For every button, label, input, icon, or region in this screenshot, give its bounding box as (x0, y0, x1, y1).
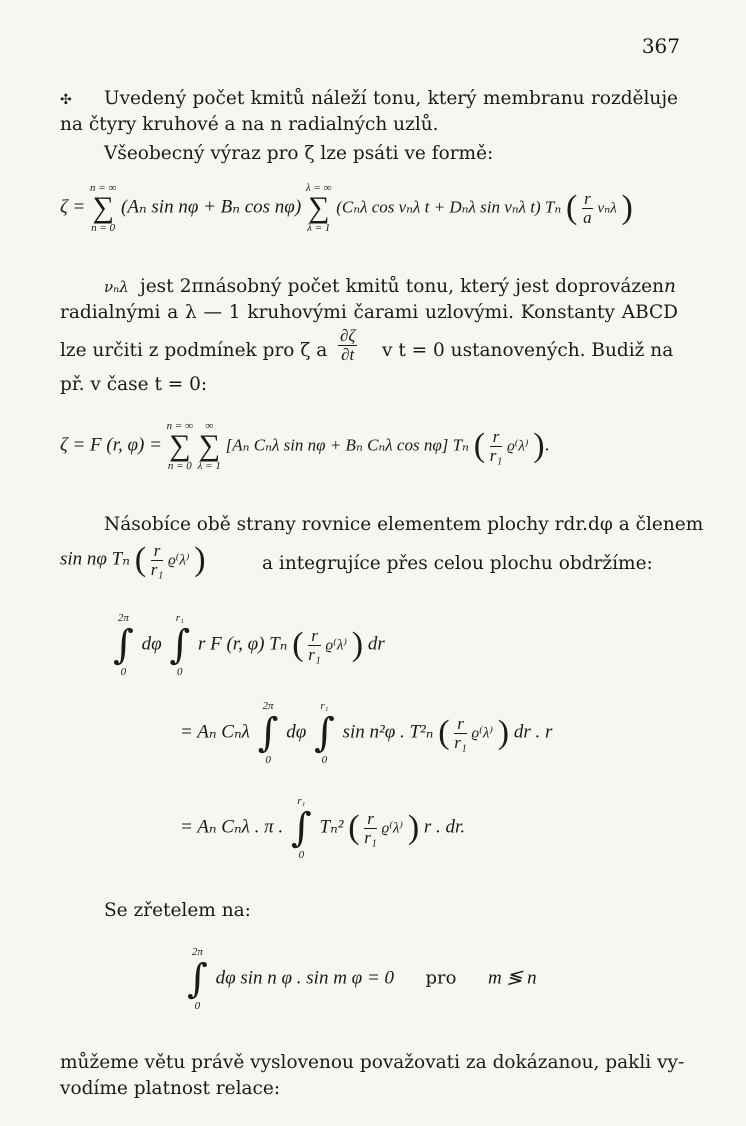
paragraph-mark: ✣ (60, 92, 72, 108)
eq2-end: . (544, 434, 550, 456)
eq4-end: dr . r (513, 721, 553, 743)
eq4-tail: ϱ⁽λ⁾ (471, 725, 494, 742)
eq2-lhs: ζ = F (r, φ) = (60, 434, 162, 456)
eq5-body: Tₙ² (319, 816, 344, 838)
page-number: 367 (641, 34, 680, 58)
eq1-sum-n-bottom: n = 0 (91, 222, 116, 234)
eq2-sum-n: n = ∞ ∑ n = 0 (166, 420, 193, 472)
eq6-integral-phi: 2π ∫ 0 (187, 946, 208, 1012)
eq4-int1-top: 2π (262, 700, 274, 712)
equation-6 (184, 946, 537, 1012)
paragraph-7-line-1: můžeme větu právě vyslovenou považovati za dokázanou, pakli vy- (60, 1052, 685, 1073)
eq1-term-1: (Aₙ sin nφ + Bₙ cos nφ) (121, 196, 302, 218)
eq4-fraction-den: r₁ (454, 732, 467, 752)
eq3-int1-bottom: 0 (120, 666, 127, 678)
eq1-term-2: (Cₙλ cos νₙλ t + Dₙλ sin νₙλ t) Tₙ (336, 197, 562, 217)
eq2-fraction-num: r (490, 428, 503, 447)
eq6-condition: m ≶ n (487, 967, 537, 989)
dzeta-dt-fraction (338, 327, 357, 364)
eq4-integral-phi: 2π ∫ 0 (257, 700, 279, 766)
eq1-sum-lambda: λ = ∞ ∑ λ = 1 (305, 182, 332, 234)
eq4-integral-r: r₁ ∫ 0 (314, 700, 335, 766)
eq1-sum-lambda-bottom: λ = 1 (307, 222, 331, 234)
eq3-int1-top: 2π (117, 612, 129, 624)
nu-symbol: νₙλ (104, 278, 129, 296)
eq6-int-bottom: 0 (194, 1000, 201, 1012)
eq3-fraction-num: r (308, 627, 321, 646)
eq4-fraction-num: r (454, 715, 467, 734)
dzeta-num: ∂ζ (340, 326, 356, 345)
eq1-lhs: ζ = (60, 196, 86, 218)
eq6-int-top: 2π (191, 946, 203, 958)
eq5-fraction-den: r₁ (364, 827, 377, 847)
eq2-term: [Aₙ Cₙλ sin nφ + Bₙ Cₙλ cos nφ] Tₙ (225, 435, 469, 455)
eq4-int2-bottom: 0 (321, 754, 328, 766)
paragraph-3-line-1: jest 2πnásobný počet kmitů tonu, který jest doprovázen (140, 276, 664, 297)
paragraph-4-line-1: Násobíce obě strany rovnice elementem plochy rdr.dφ a členem (104, 514, 704, 535)
inline-factor-tail: ϱ⁽λ⁾ (168, 552, 190, 569)
eq2-sum-n-top: n = ∞ (166, 420, 193, 432)
dzeta-den: ∂t (341, 345, 355, 364)
eq6-pro: pro (425, 967, 457, 989)
equation-4: = Aₙ Cₙλ 2π ∫ 0 dφ r₁ ∫ 0 sin n²φ . T²ₙ ( $\frac{r}{\text{r₁}}$ ϱ⁽λ⁾ ) dr . r (180, 700, 553, 766)
eq2-sum-lambda-bottom: λ = 1 (197, 460, 221, 472)
eq4-int2-top: r₁ (320, 700, 329, 712)
eq1-sum-n: n = ∞ ∑ n = 0 (90, 182, 117, 234)
eq1-fraction (582, 190, 593, 227)
paragraph-3-line-3a: lze určiti z podmínek pro ζ a (60, 340, 328, 361)
eq1-sum-n-top: n = ∞ (90, 182, 117, 194)
equation-5: = Aₙ Cₙλ . π . r₁ ∫ 0 Tₙ² ( $\frac{r}{\text{r₁}}$ ϱ⁽λ⁾ ) r . dr. (180, 795, 466, 861)
eq3-body: r F (r, φ) Tₙ (197, 633, 288, 655)
eq3-tail: ϱ⁽λ⁾ (325, 637, 348, 654)
eq2-sum-n-bottom: n = 0 (167, 460, 192, 472)
equation-3: 2π ∫ 0 dφ r₁ ∫ 0 r F (r, φ) Tₙ ( $\frac{r}{\text{r₁}}$ ϱ⁽λ⁾ ) dr (113, 612, 385, 678)
paragraph-3-line-2: radialnými a λ — 1 kruhovými čarami uzlovými. Konstanty ABCD (60, 302, 678, 323)
eq5-int-top: r₁ (297, 795, 306, 807)
eq1-sum-lambda-top: λ = ∞ (305, 182, 332, 194)
eq4-int1-bottom: 0 (265, 754, 271, 766)
eq3-int2-top: r₁ (175, 612, 184, 624)
inline-factor-num: r (151, 542, 164, 561)
inline-factor-pre: sin nφ Tₙ (60, 548, 130, 570)
paragraph-5: Se zřetelem na: (104, 900, 251, 921)
eq2-tail: ϱ⁽λ⁾ (507, 438, 529, 455)
paragraph-1-line-1: Uvedený počet kmitů náleží tonu, který membranu rozděluje (104, 88, 678, 109)
eq5-fraction-num: r (364, 810, 377, 829)
eq4-lhs: = Aₙ Cₙλ (180, 721, 250, 743)
paragraph-7-line-2: vodíme platnost relace: (60, 1078, 281, 1099)
paragraph-1-line-2: na čtyry kruhové a na n radialných uzlů. (60, 114, 439, 135)
eq3-end: dr (367, 633, 385, 655)
eq3-fraction-den: r₁ (308, 644, 321, 664)
eq2-fraction-den: r₁ (489, 445, 503, 465)
inline-factor: sin nφ Tₙ ( $\frac{r}{\text{r₁}}$ ϱ⁽λ⁾ ) (60, 540, 206, 579)
eq3-int2-bottom: 0 (177, 666, 183, 678)
eq5-integral-r: r₁ ∫ 0 (290, 795, 312, 861)
eq6-body: dφ sin n φ . sin m φ = 0 (215, 967, 395, 989)
paragraph-4-line-2: a integrujíce přes celou plochu obdržíme: (262, 553, 653, 574)
paragraph-3-line-4: př. v čase t = 0: (60, 374, 208, 395)
eq3-integral-r: r₁ ∫ 0 (169, 612, 191, 678)
eq4-dphi: dφ (286, 721, 307, 743)
eq4-body: sin n²φ . T²ₙ (342, 721, 434, 743)
eq2-sum-lambda-top: ∞ (205, 420, 214, 432)
equation-1: ζ = n = ∞ ∑ n = 0 (Aₙ sin nφ + Bₙ cos nφ) λ = ∞ ∑ λ = 1 (Cₙλ cos νₙλ t + Dₙλ sin νₙλ t) Tₙ ( $\frac{r}{a}$ νₙλ ) (60, 182, 633, 234)
eq5-tail: ϱ⁽λ⁾ (381, 820, 404, 837)
eq2-fraction (490, 428, 503, 465)
eq1-tail: νₙλ (597, 200, 617, 217)
equation-2: ζ = F (r, φ) = n = ∞ ∑ n = 0 ∞ ∑ λ = 1 [Aₙ Cₙλ sin nφ + Bₙ Cₙλ cos nφ] Tₙ ( $\frac{r}{\text{r₁}}$ ϱ⁽λ⁾ ). (60, 420, 550, 472)
eq5-lhs: = Aₙ Cₙλ . π . (180, 816, 284, 838)
paragraph-3-line-3b: v t = 0 ustanovených. Budiž na (382, 340, 674, 361)
paragraph-2: Všeobecný výraz pro ζ lze psáti ve formě: (104, 143, 494, 164)
eq5-end: r . dr. (423, 816, 466, 838)
eq1-fraction-den: a (583, 207, 592, 227)
eq1-fraction-num: r (584, 188, 591, 208)
paragraph-3-n: n (664, 276, 676, 297)
inline-factor-den: r₁ (150, 559, 164, 579)
eq3-dphi: dφ (141, 633, 162, 655)
eq2-sum-lambda: ∞ ∑ λ = 1 (197, 420, 221, 472)
eq3-integral-phi: 2π ∫ 0 (113, 612, 134, 678)
eq5-int-bottom: 0 (298, 849, 305, 861)
